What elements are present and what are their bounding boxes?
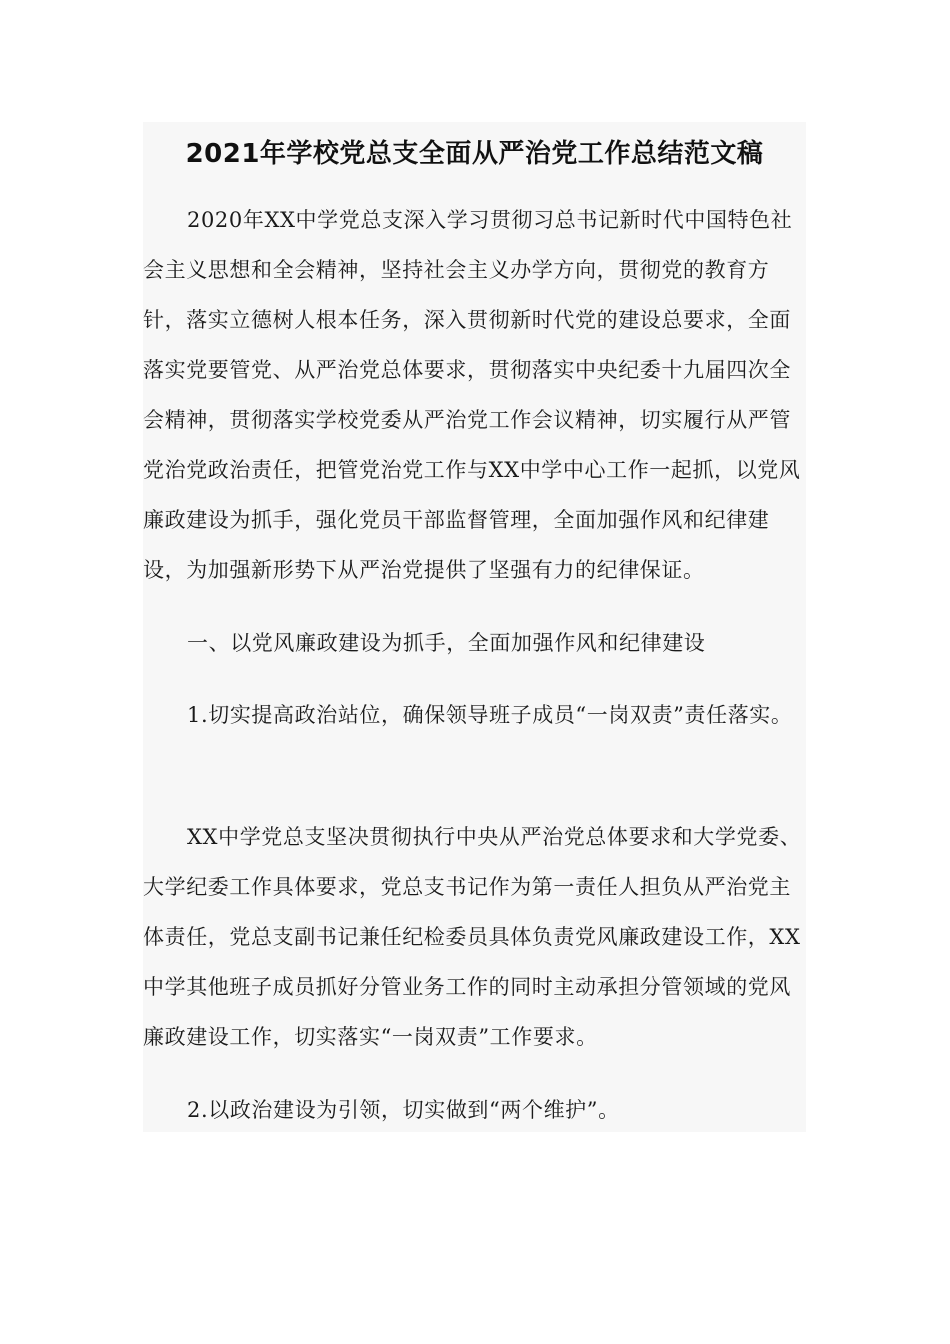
section-heading-1: 一、以党风廉政建设为抓手，全面加强作风和纪律建设 <box>187 631 706 655</box>
intro-paragraph: 2020年XX中学党总支深入学习贯彻习总书记新时代中国特色社会主义思想和全会精神，坚持社会主义办学方向，贯彻党的教育方针，落实立德树人根本任务，深入贯彻新时代党的建设总要求，全面落实党要管党、从严治党总体要求，贯彻落实中央纪委十九届四次全会精神，贯彻落实学校党委从严治党工作会议精神，切实履行从严管党治党政治责任，把管党治党工作与XX中学中心工作一起抓，以党风廉政建设为抓手，强化党员干部监督管理，全面加强作风和纪律建设，为加强新形势下从严治党提供了坚强有力的纪律保证。 <box>143 208 801 582</box>
subsection-heading-2: 2.以政治建设为引领，切实做到“两个维护”。 <box>187 1098 620 1122</box>
subsection-heading-1: 1.切实提高政治站位，确保领导班子成员“一岗双责”责任落实。 <box>187 703 793 727</box>
document-title: 2021年学校党总支全面从严治党工作总结范文稿 <box>185 139 764 169</box>
body-paragraph-1: XX中学党总支坚决贯彻执行中央从严治党总体要求和大学党委、大学纪委工作具体要求，党总支书记作为第一责任人担负从严治党主体责任，党总支副书记兼任纪检委员具体负责党风廉政建设工作，XX中学其他班子成员抓好分管业务工作的同时主动承担分管领域的党风廉政建设工作，切实落实“一岗双责”工作要求。 <box>143 825 802 1049</box>
